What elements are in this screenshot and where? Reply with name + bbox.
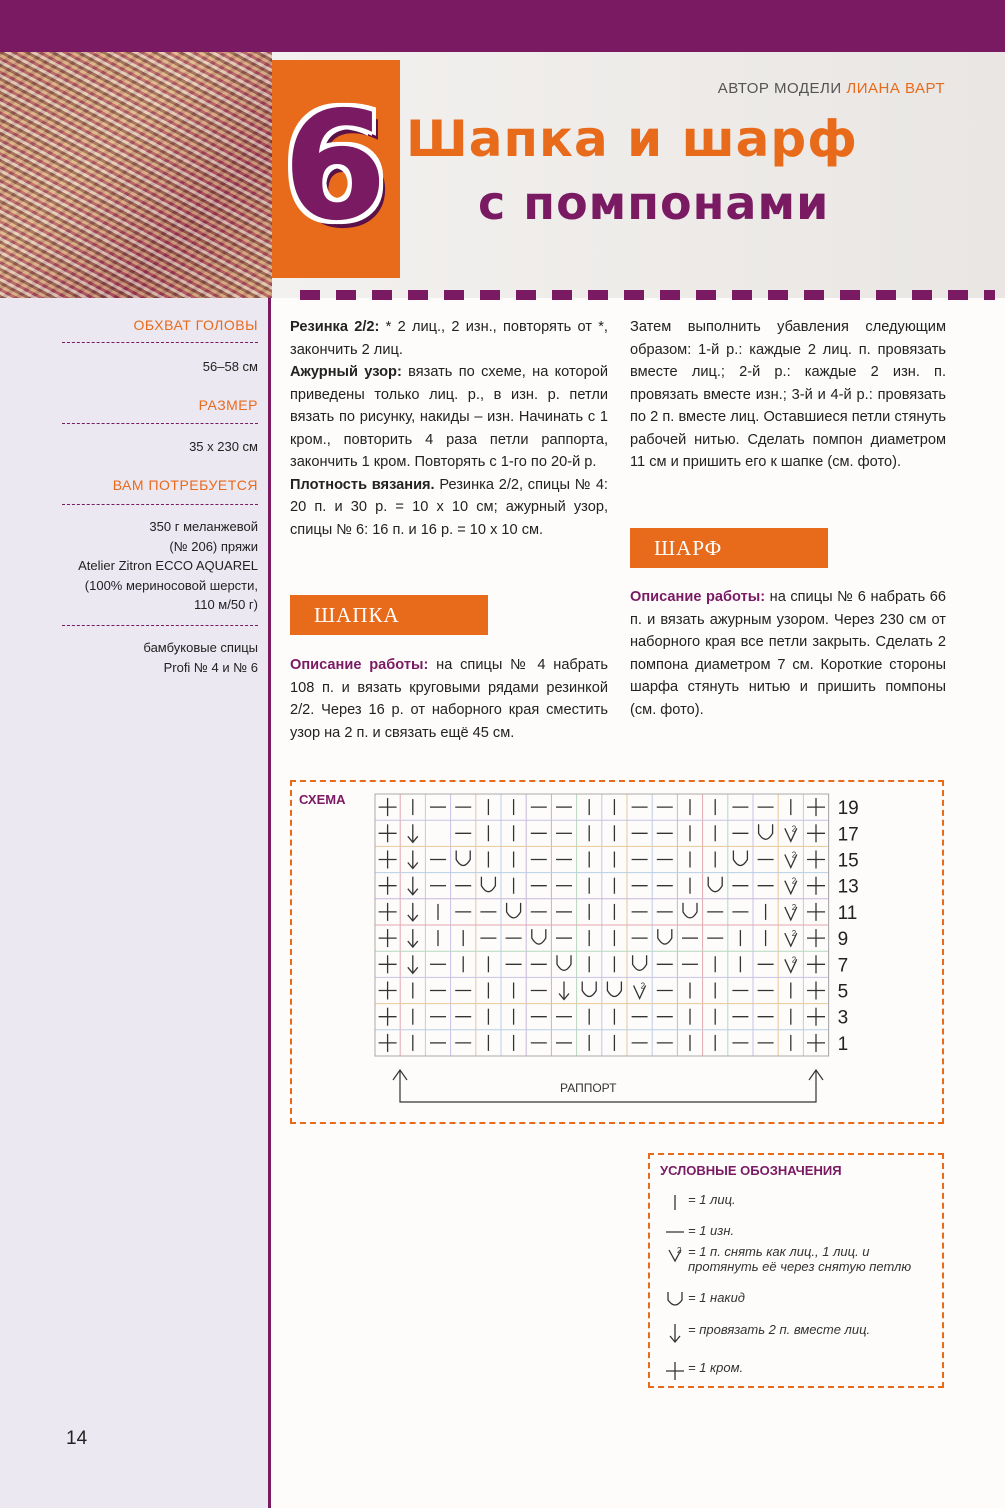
sidebar-separator bbox=[62, 423, 258, 424]
row-number: 19 bbox=[837, 798, 859, 820]
yarn-line: Atelier Zitron ECCO AQUAREL bbox=[78, 558, 258, 573]
hat-paragraph bbox=[290, 654, 608, 744]
rib-paragraph bbox=[290, 316, 608, 361]
continuation-paragraph: Затем выполнить убавления следующим образом: 1-й р.: каждые 2 лиц. п. провязать вместе лиц.; 2-й р.: каждые 2 изн. п. провязать вместе изн.; 3-й и 4-й р.: провязать по 2 п. вместе лиц. Оставшиеся петли стянуть рабочей нитью. Сделать помпон диаметром 11 см и пришить его к шапке (см. фото). bbox=[630, 319, 946, 470]
sidebar-separator bbox=[62, 342, 258, 343]
scarf-section-label: ШАРФ bbox=[630, 528, 828, 568]
scarf-desc-label: Описание работы: bbox=[630, 589, 766, 605]
dashed-divider bbox=[300, 290, 995, 300]
k2tog-icon bbox=[662, 1322, 688, 1346]
edge-stitch-icon bbox=[662, 1360, 688, 1382]
legend-yo bbox=[662, 1290, 745, 1310]
row-number: 5 bbox=[837, 981, 849, 1003]
title-line-2: с помпонами bbox=[478, 176, 830, 230]
slip-knit-pass-icon bbox=[662, 1244, 688, 1264]
yarn-line: 110 м/50 г) bbox=[193, 597, 258, 612]
legend-yo-text: = 1 накид bbox=[688, 1290, 745, 1305]
head-size-value-block bbox=[62, 357, 258, 377]
head-size-label: ОБХВАТ ГОЛОВЫ bbox=[133, 317, 258, 333]
rib-text: * 2 лиц., 2 изн., повторять от *, закончить 2 лиц. bbox=[290, 319, 608, 358]
svg-text:2: 2 bbox=[791, 902, 797, 912]
yarn-line: (100% мериносовой шерсти, bbox=[84, 577, 258, 593]
legend-k2tog-text: = провязать 2 п. вместе лиц. bbox=[688, 1322, 871, 1337]
legend-knit bbox=[662, 1192, 736, 1212]
lace-paragraph bbox=[290, 361, 608, 474]
lace-label: Ажурный узор: bbox=[290, 364, 402, 380]
sidebar-separator bbox=[62, 504, 258, 505]
scarf-description bbox=[630, 586, 946, 721]
sidebar-separator bbox=[62, 625, 258, 626]
row-number: 13 bbox=[837, 876, 859, 898]
schema-title: СХЕМА bbox=[299, 792, 346, 807]
sidebar-border bbox=[268, 298, 271, 1508]
svg-text:2: 2 bbox=[791, 824, 797, 834]
materials-block bbox=[62, 477, 258, 493]
hat-desc-text: на спицы № 4 набрать 108 п. и вязать круговыми рядами резинкой 2/2. Через 16 р. от наборного края сместить узор на 2 п. и связать ещё 45 см. bbox=[290, 657, 608, 741]
svg-text:2: 2 bbox=[791, 850, 797, 860]
size-value-block bbox=[62, 437, 258, 457]
top-bar bbox=[0, 0, 1005, 52]
legend-slip-line: протянуть её через снятую петлю bbox=[688, 1259, 912, 1274]
hat-section-label: ШАПКА bbox=[290, 595, 488, 635]
legend-slip-line: = 1 п. снять как лиц., 1 лиц. и bbox=[688, 1244, 870, 1259]
svg-text:2: 2 bbox=[791, 929, 797, 939]
knitted-photo bbox=[0, 52, 272, 298]
gauge-text: Резинка 2/2, спицы № 4: 20 п. и 30 р. = 10 х 10 см; ажурный узор, спицы № 6: 16 п. и 16 р. = 10 х 10 см. bbox=[290, 476, 608, 538]
row-number: 3 bbox=[837, 1007, 849, 1029]
rib-label: Резинка 2/2: bbox=[290, 319, 380, 335]
legend-edge-text: = 1 кром. bbox=[688, 1360, 744, 1375]
size-block bbox=[62, 397, 258, 413]
hat-description bbox=[290, 654, 608, 744]
row-number: 15 bbox=[837, 850, 859, 872]
gauge-paragraph bbox=[290, 474, 608, 542]
model-number: 6 bbox=[282, 80, 388, 254]
legend-edge bbox=[662, 1360, 743, 1382]
yarn-block bbox=[62, 517, 258, 615]
column-1-top bbox=[290, 316, 608, 541]
schema-frame bbox=[290, 780, 944, 1124]
legend-knit-text: = 1 лиц. bbox=[688, 1192, 736, 1207]
gauge-label: Плотность вязания. bbox=[290, 476, 435, 493]
materials-label: ВАМ ПОТРЕБУЕТСЯ bbox=[112, 477, 258, 493]
svg-text:2: 2 bbox=[677, 1246, 682, 1255]
legend-slip-text bbox=[688, 1244, 911, 1274]
legend-purl bbox=[662, 1223, 734, 1243]
legend-title: УСЛОВНЫЕ ОБОЗНАЧЕНИЯ bbox=[660, 1163, 842, 1178]
yarn-over-icon bbox=[662, 1290, 688, 1310]
head-size-value: 56–58 см bbox=[202, 359, 258, 374]
svg-text:2: 2 bbox=[791, 955, 797, 965]
lace-text: вязать по схеме, на которой приведены только лиц. р., в изн. р. петли вязать по рисунку, накиды – изн. Начинать с 1 кром., повторить 4 раза петли раппорта, закончить 1 кром. Повторять с 1-го по 20-й р. bbox=[290, 364, 609, 470]
legend-k2tog bbox=[662, 1322, 870, 1346]
svg-text:2: 2 bbox=[791, 876, 797, 886]
scarf-desc-text: на спицы № 6 набрать 66 п. и вязать ажурным узором. Через 230 см от наборного края все петли закрыть. Сделать 2 помпона диаметром 7 см. Короткие стороны шарфа стянуть нитью и пришить помпоны (см. фото). bbox=[630, 589, 946, 718]
author-name: ЛИАНА ВАРТ bbox=[846, 80, 945, 97]
yarn-line: 350 г меланжевой bbox=[149, 519, 258, 534]
svg-text:2: 2 bbox=[640, 981, 646, 991]
row-number: 11 bbox=[837, 902, 858, 924]
needles-block bbox=[62, 638, 258, 677]
size-value: 35 х 230 см bbox=[189, 439, 258, 454]
page-number: 14 bbox=[66, 1428, 88, 1449]
author-prefix: АВТОР МОДЕЛИ bbox=[717, 80, 842, 97]
row-number: 1 bbox=[837, 1033, 849, 1055]
row-number: 17 bbox=[837, 824, 859, 846]
needles-line: бамбуковые спицы bbox=[143, 640, 258, 655]
knit-icon bbox=[662, 1192, 688, 1212]
scarf-paragraph bbox=[630, 586, 946, 721]
head-size-block bbox=[62, 317, 258, 333]
hat-desc-label: Описание работы: bbox=[290, 657, 429, 673]
author-line bbox=[718, 80, 945, 97]
yarn-line: (№ 206) пряжи bbox=[169, 538, 258, 554]
legend-slip bbox=[662, 1244, 911, 1274]
title-line-1: Шапка и шарф bbox=[406, 110, 858, 168]
column-2-top bbox=[630, 316, 946, 474]
needles-line: Profi № 4 и № 6 bbox=[163, 659, 258, 675]
purl-icon bbox=[662, 1223, 688, 1243]
row-number: 9 bbox=[837, 929, 849, 951]
rapport-label: РАППОРТ bbox=[560, 1081, 617, 1095]
legend-purl-text: = 1 изн. bbox=[688, 1223, 735, 1238]
row-number: 7 bbox=[837, 955, 849, 977]
size-label: РАЗМЕР bbox=[198, 397, 258, 413]
